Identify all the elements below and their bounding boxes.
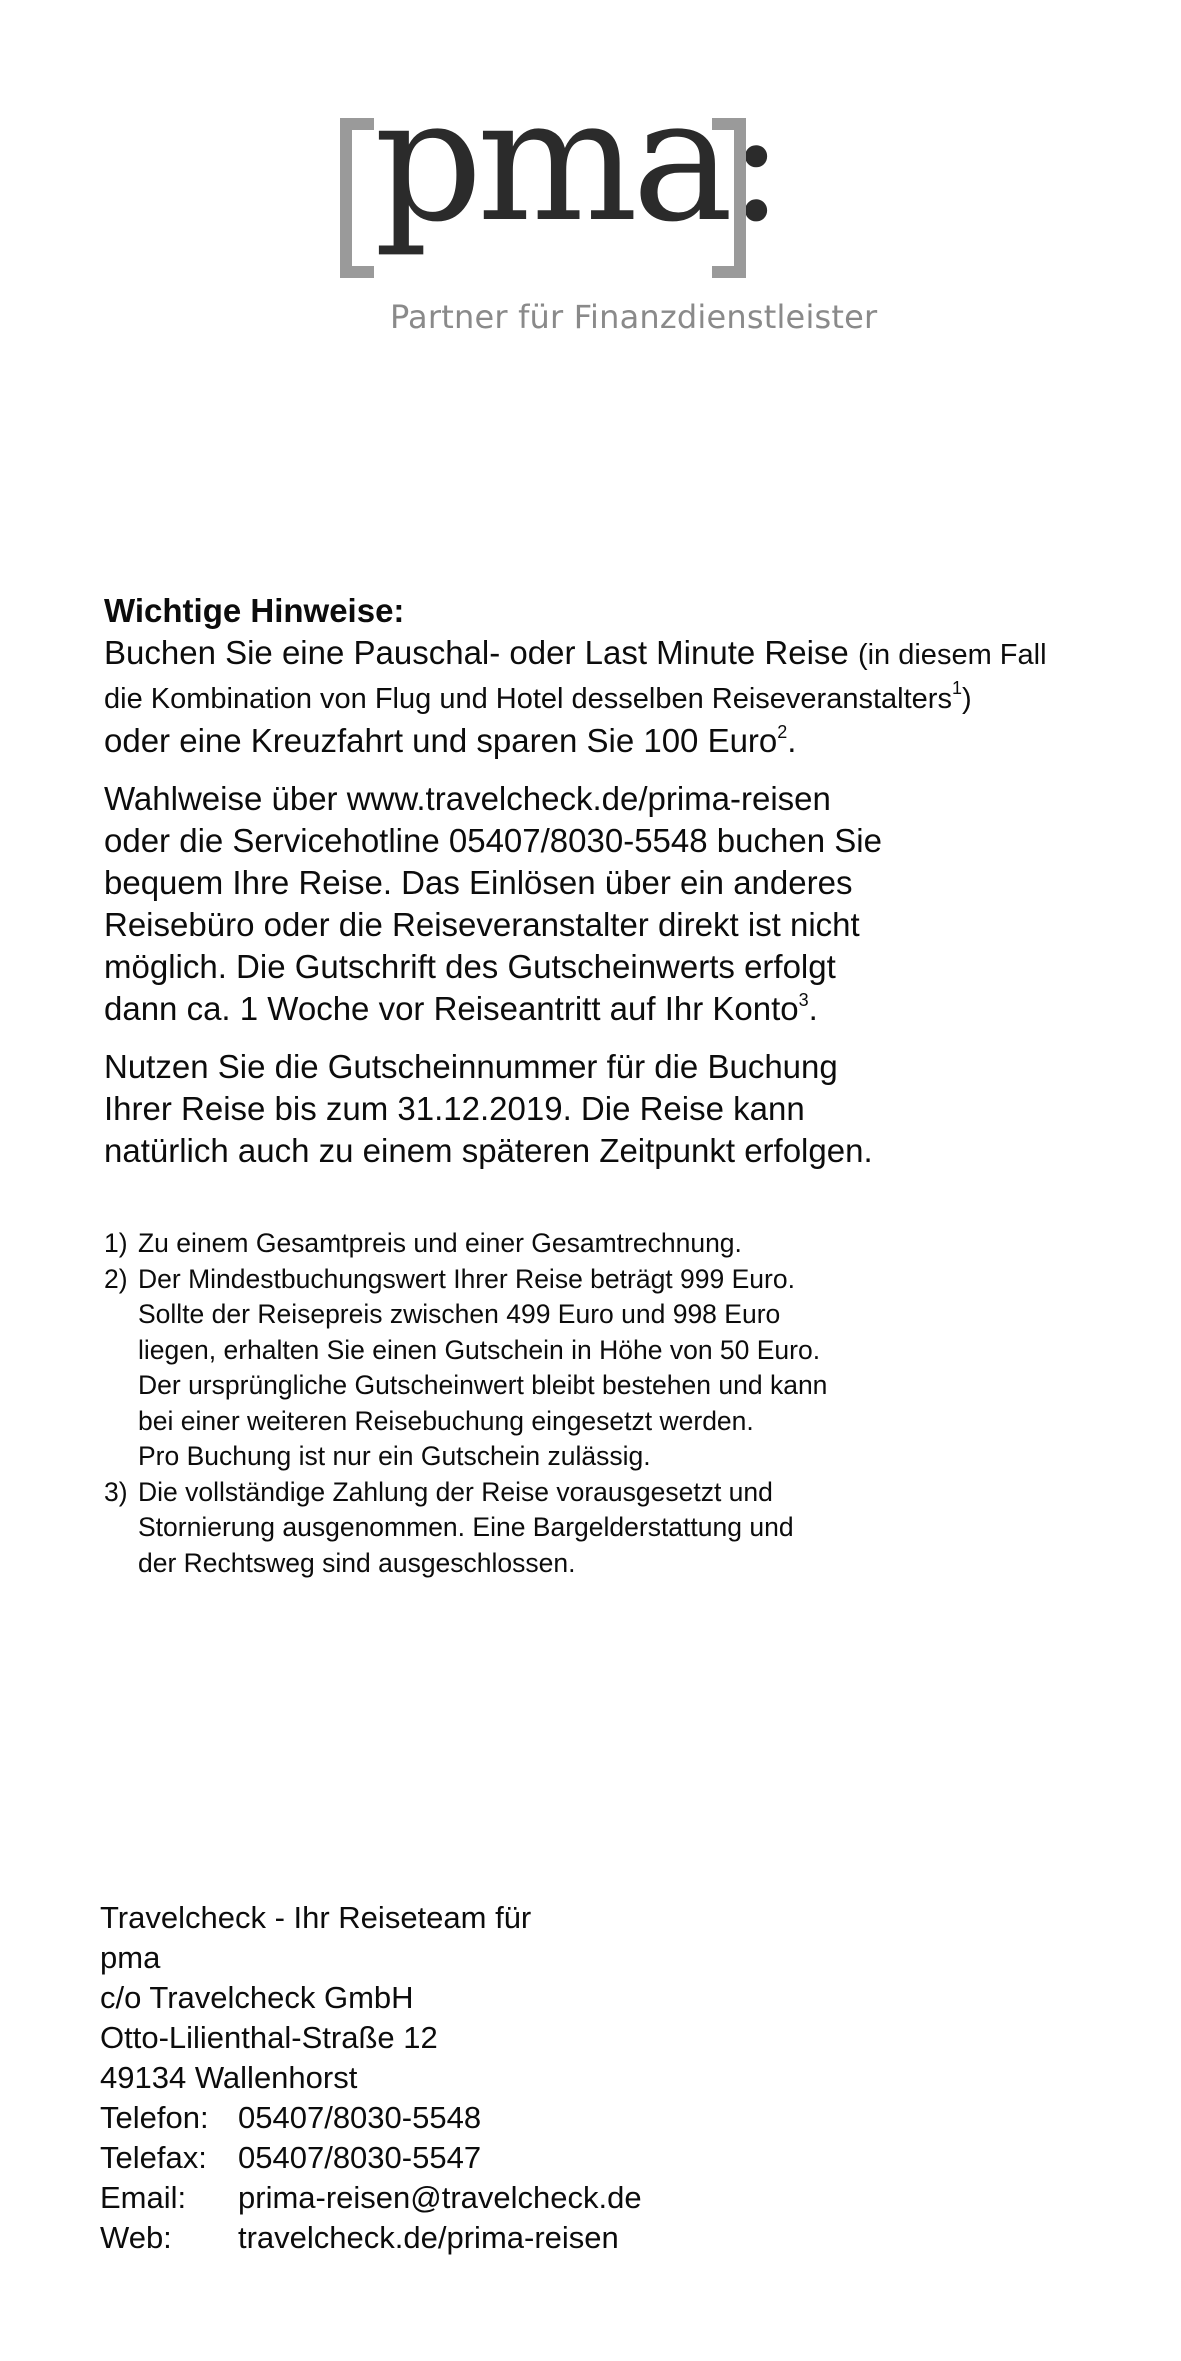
footnote-text: Der Mindestbuchungswert Ihrer Reise beträgt 999 Euro. Sollte der Reisepreis zwischen 499 Euro und 998 Euro liegen, erhalten Sie einen Gutschein in Höhe von 50 Euro. Der ursprüngliche Gutscheinwert bleibt bestehen und kann bei einer weiteren Reisebuchung eingesetzt werden. Pro Buchung ist nur ein Gutschein zulässig.: [138, 1263, 828, 1471]
contact-line: c/o Travelcheck GmbH: [100, 1980, 414, 2015]
contact-label: Email:: [100, 2180, 187, 2215]
pma-logo: [330, 62, 878, 350]
offer-text-c: ): [961, 683, 972, 715]
logo-left-bracket: [340, 118, 374, 278]
logo-right-bracket: [712, 118, 746, 278]
contact-line: 49134 Wallenhorst: [100, 2060, 358, 2095]
logo-mark: [330, 62, 779, 290]
contact-line: pma: [100, 1940, 161, 1975]
fax-value: 05407/8030-5547: [238, 2140, 482, 2175]
footnote-number: 2): [104, 1263, 128, 1294]
offer-text-b: (in diesem Fall die Kombination von Flug und Hotel desselben Reiseveranstalters: [104, 639, 1047, 715]
contact-label: Telefax:: [100, 2140, 207, 2175]
footnote-ref-2: 2: [777, 722, 788, 742]
footnote-text: Zu einem Gesamtpreis und einer Gesamtrechnung.: [138, 1228, 742, 1258]
offer-text-a: Buchen Sie eine Pauschal- oder Last Minute Reise: [104, 634, 858, 671]
booking-text-end: .: [808, 990, 818, 1027]
web-value[interactable]: travelcheck.de/prima-reisen: [238, 2220, 619, 2255]
notice-section: [104, 590, 1174, 1188]
notice-heading: Wichtige Hinweise:: [104, 592, 405, 629]
logo-tagline: Partner für Finanzdienstleister: [390, 298, 878, 336]
contact-block: [100, 1898, 642, 2258]
email-value[interactable]: prima-reisen@travelcheck.de: [238, 2180, 642, 2215]
booking-text: Wahlweise über www.travelcheck.de/prima-reisen oder die Servicehotline 05407/8030-5548 buchen Sie bequem Ihre Reise. Das Einlösen über ein anderes Reisebüro oder die Reiseveranstalter direkt ist nicht möglich. Die Gutschrift des Gutscheinwerts erfolgt dann ca. 1 Woche vor Reiseantritt auf Ihr Konto: [104, 780, 882, 1027]
notice-paragraph-offer: [104, 632, 1174, 762]
offer-text-e: .: [787, 722, 797, 759]
footnotes: [104, 1226, 1004, 1581]
contact-email: [100, 2178, 642, 2218]
logo-wordmark: pma:: [374, 62, 779, 260]
contact-line: Otto-Lilienthal-Straße 12: [100, 2020, 438, 2055]
contact-label: Web:: [100, 2220, 172, 2255]
footnote-number: 3): [104, 1476, 128, 1507]
footnote-item: [104, 1262, 1004, 1475]
contact-label: Telefon:: [100, 2100, 209, 2135]
footnote-item: [104, 1475, 1004, 1582]
contact-web: [100, 2218, 642, 2258]
contact-fax: [100, 2138, 642, 2178]
offer-text-d: oder eine Kreuzfahrt und sparen Sie 100 Euro: [104, 722, 778, 759]
footnote-text: Die vollständige Zahlung der Reise vorausgesetzt und Stornierung ausgenommen. Eine Bargelderstattung und der Rechtsweg sind ausgeschlossen.: [138, 1476, 794, 1578]
footnote-ref-3: 3: [798, 990, 809, 1010]
notice-paragraph-booking: [104, 778, 1174, 1030]
notice-paragraph-validity: Nutzen Sie die Gutscheinnummer für die Buchung Ihrer Reise bis zum 31.12.2019. Die Reise kann natürlich auch zu einem späteren Zeitpunkt erfolgen.: [104, 1048, 873, 1169]
footnote-number: 1): [104, 1228, 128, 1258]
phone-value[interactable]: 05407/8030-5548: [238, 2100, 482, 2135]
contact-line: Travelcheck - Ihr Reiseteam für: [100, 1900, 532, 1935]
footnote-ref-1: 1: [951, 678, 962, 698]
contact-phone: [100, 2098, 642, 2138]
footnote-item: [104, 1226, 1004, 1262]
